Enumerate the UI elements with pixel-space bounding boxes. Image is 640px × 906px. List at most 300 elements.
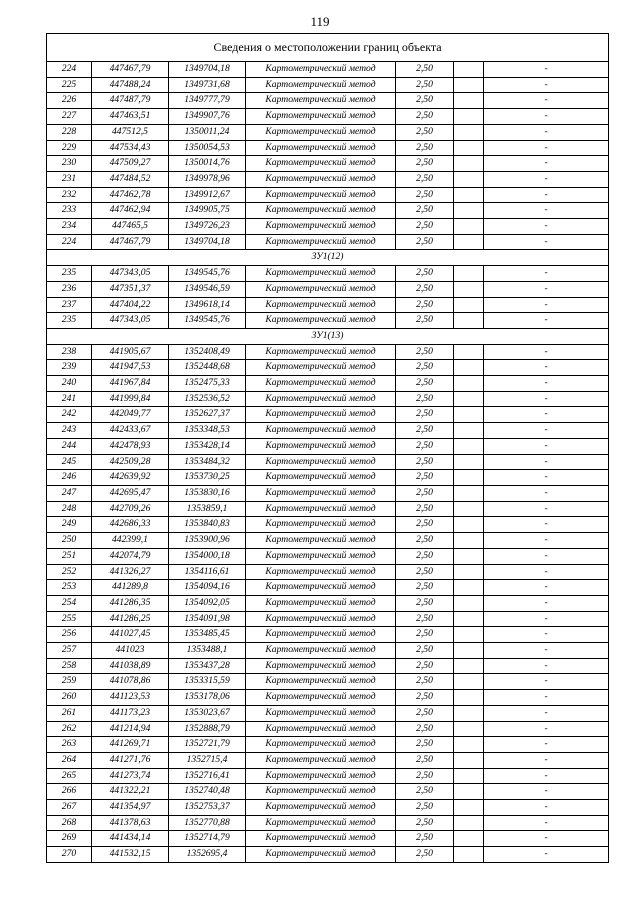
table-row xyxy=(47,438,609,454)
method-cell: Картометрический метод xyxy=(246,156,396,172)
empty-cell xyxy=(454,376,484,392)
empty-cell xyxy=(454,140,484,156)
method-cell: Картометрический метод xyxy=(246,815,396,831)
y-coordinate-cell: 1353428,14 xyxy=(169,438,246,454)
method-cell: Картометрический метод xyxy=(246,690,396,706)
description-cell: - xyxy=(484,815,609,831)
empty-cell xyxy=(454,234,484,250)
method-cell: Картометрический метод xyxy=(246,313,396,329)
description-cell: - xyxy=(484,533,609,549)
y-coordinate-cell: 1349912,67 xyxy=(169,187,246,203)
x-coordinate-cell: 442049,77 xyxy=(92,407,169,423)
point-number-cell: 252 xyxy=(47,564,92,580)
accuracy-cell: 2,50 xyxy=(396,847,454,863)
empty-cell xyxy=(454,171,484,187)
x-coordinate-cell: 447343,05 xyxy=(92,266,169,282)
method-cell: Картометрический метод xyxy=(246,595,396,611)
accuracy-cell: 2,50 xyxy=(396,800,454,816)
table-row xyxy=(47,391,609,407)
method-cell: Картометрический метод xyxy=(246,658,396,674)
description-cell: - xyxy=(484,501,609,517)
x-coordinate-cell: 447463,51 xyxy=(92,109,169,125)
empty-cell xyxy=(454,815,484,831)
x-coordinate-cell: 441947,53 xyxy=(92,360,169,376)
table-row xyxy=(47,721,609,737)
point-number-cell: 247 xyxy=(47,485,92,501)
method-cell: Картометрический метод xyxy=(246,376,396,392)
y-coordinate-cell: 1350054,53 xyxy=(169,140,246,156)
section-label: ЗУ1(12) xyxy=(47,250,609,266)
table-row xyxy=(47,768,609,784)
description-cell: - xyxy=(484,344,609,360)
method-cell: Картометрический метод xyxy=(246,266,396,282)
y-coordinate-cell: 1353484,32 xyxy=(169,454,246,470)
empty-cell xyxy=(454,438,484,454)
table-row xyxy=(47,93,609,109)
description-cell: - xyxy=(484,124,609,140)
x-coordinate-cell: 441173,23 xyxy=(92,705,169,721)
y-coordinate-cell: 1353178,06 xyxy=(169,690,246,706)
section-row xyxy=(47,328,609,344)
empty-cell xyxy=(454,705,484,721)
x-coordinate-cell: 447343,05 xyxy=(92,313,169,329)
accuracy-cell: 2,50 xyxy=(396,281,454,297)
empty-cell xyxy=(454,77,484,93)
method-cell: Картометрический метод xyxy=(246,752,396,768)
table-row xyxy=(47,344,609,360)
method-cell: Картометрический метод xyxy=(246,533,396,549)
y-coordinate-cell: 1353315,59 xyxy=(169,674,246,690)
empty-cell xyxy=(454,517,484,533)
point-number-cell: 259 xyxy=(47,674,92,690)
empty-cell xyxy=(454,62,484,78)
accuracy-cell: 2,50 xyxy=(396,454,454,470)
y-coordinate-cell: 1353730,25 xyxy=(169,470,246,486)
accuracy-cell: 2,50 xyxy=(396,643,454,659)
point-number-cell: 258 xyxy=(47,658,92,674)
accuracy-cell: 2,50 xyxy=(396,407,454,423)
description-cell: - xyxy=(484,219,609,235)
description-cell: - xyxy=(484,454,609,470)
empty-cell xyxy=(454,611,484,627)
method-cell: Картометрический метод xyxy=(246,705,396,721)
description-cell: - xyxy=(484,564,609,580)
method-cell: Картометрический метод xyxy=(246,611,396,627)
x-coordinate-cell: 442639,92 xyxy=(92,470,169,486)
accuracy-cell: 2,50 xyxy=(396,580,454,596)
y-coordinate-cell: 1349726,23 xyxy=(169,219,246,235)
table-row xyxy=(47,548,609,564)
accuracy-cell: 2,50 xyxy=(396,438,454,454)
x-coordinate-cell: 441967,84 xyxy=(92,376,169,392)
method-cell: Картометрический метод xyxy=(246,831,396,847)
point-number-cell: 241 xyxy=(47,391,92,407)
x-coordinate-cell: 442478,93 xyxy=(92,438,169,454)
table-row xyxy=(47,752,609,768)
y-coordinate-cell: 1352770,88 xyxy=(169,815,246,831)
y-coordinate-cell: 1352627,37 xyxy=(169,407,246,423)
point-number-cell: 238 xyxy=(47,344,92,360)
point-number-cell: 234 xyxy=(47,219,92,235)
empty-cell xyxy=(454,187,484,203)
accuracy-cell: 2,50 xyxy=(396,313,454,329)
empty-cell xyxy=(454,658,484,674)
accuracy-cell: 2,50 xyxy=(396,376,454,392)
y-coordinate-cell: 1353437,28 xyxy=(169,658,246,674)
point-number-cell: 250 xyxy=(47,533,92,549)
table-row xyxy=(47,485,609,501)
accuracy-cell: 2,50 xyxy=(396,297,454,313)
description-cell: - xyxy=(484,93,609,109)
y-coordinate-cell: 1352888,79 xyxy=(169,721,246,737)
description-cell: - xyxy=(484,611,609,627)
y-coordinate-cell: 1352475,33 xyxy=(169,376,246,392)
empty-cell xyxy=(454,548,484,564)
accuracy-cell: 2,50 xyxy=(396,627,454,643)
y-coordinate-cell: 1354000,18 xyxy=(169,548,246,564)
accuracy-cell: 2,50 xyxy=(396,611,454,627)
description-cell: - xyxy=(484,705,609,721)
empty-cell xyxy=(454,501,484,517)
x-coordinate-cell: 447462,78 xyxy=(92,187,169,203)
accuracy-cell: 2,50 xyxy=(396,658,454,674)
y-coordinate-cell: 1353348,53 xyxy=(169,423,246,439)
x-coordinate-cell: 441434,14 xyxy=(92,831,169,847)
method-cell: Картометрический метод xyxy=(246,93,396,109)
point-number-cell: 249 xyxy=(47,517,92,533)
x-coordinate-cell: 441273,74 xyxy=(92,768,169,784)
description-cell: - xyxy=(484,784,609,800)
y-coordinate-cell: 1349978,96 xyxy=(169,171,246,187)
description-cell: - xyxy=(484,203,609,219)
point-number-cell: 267 xyxy=(47,800,92,816)
y-coordinate-cell: 1352740,48 xyxy=(169,784,246,800)
empty-cell xyxy=(454,674,484,690)
point-number-cell: 239 xyxy=(47,360,92,376)
x-coordinate-cell: 447534,43 xyxy=(92,140,169,156)
table-row xyxy=(47,109,609,125)
empty-cell xyxy=(454,281,484,297)
point-number-cell: 226 xyxy=(47,93,92,109)
y-coordinate-cell: 1349545,76 xyxy=(169,266,246,282)
y-coordinate-cell: 1353488,1 xyxy=(169,643,246,659)
x-coordinate-cell: 447509,27 xyxy=(92,156,169,172)
point-number-cell: 262 xyxy=(47,721,92,737)
description-cell: - xyxy=(484,407,609,423)
description-cell: - xyxy=(484,423,609,439)
description-cell: - xyxy=(484,548,609,564)
point-number-cell: 264 xyxy=(47,752,92,768)
method-cell: Картометрический метод xyxy=(246,847,396,863)
section-row xyxy=(47,250,609,266)
y-coordinate-cell: 1349704,18 xyxy=(169,234,246,250)
y-coordinate-cell: 1349618,14 xyxy=(169,297,246,313)
empty-cell xyxy=(454,721,484,737)
accuracy-cell: 2,50 xyxy=(396,203,454,219)
point-number-cell: 233 xyxy=(47,203,92,219)
x-coordinate-cell: 447484,52 xyxy=(92,171,169,187)
method-cell: Картометрический метод xyxy=(246,454,396,470)
table-row xyxy=(47,517,609,533)
table-row xyxy=(47,124,609,140)
method-cell: Картометрический метод xyxy=(246,171,396,187)
table-row xyxy=(47,219,609,235)
empty-cell xyxy=(454,831,484,847)
accuracy-cell: 2,50 xyxy=(396,470,454,486)
description-cell: - xyxy=(484,313,609,329)
y-coordinate-cell: 1353840,83 xyxy=(169,517,246,533)
y-coordinate-cell: 1353859,1 xyxy=(169,501,246,517)
description-cell: - xyxy=(484,171,609,187)
y-coordinate-cell: 1353830,16 xyxy=(169,485,246,501)
accuracy-cell: 2,50 xyxy=(396,533,454,549)
description-cell: - xyxy=(484,77,609,93)
table-body xyxy=(47,34,609,863)
x-coordinate-cell: 442686,33 xyxy=(92,517,169,533)
point-number-cell: 224 xyxy=(47,62,92,78)
method-cell: Картометрический метод xyxy=(246,674,396,690)
point-number-cell: 240 xyxy=(47,376,92,392)
accuracy-cell: 2,50 xyxy=(396,831,454,847)
accuracy-cell: 2,50 xyxy=(396,690,454,706)
x-coordinate-cell: 441289,8 xyxy=(92,580,169,596)
point-number-cell: 268 xyxy=(47,815,92,831)
table-row xyxy=(47,737,609,753)
y-coordinate-cell: 1354094,16 xyxy=(169,580,246,596)
table-row xyxy=(47,690,609,706)
accuracy-cell: 2,50 xyxy=(396,93,454,109)
empty-cell xyxy=(454,297,484,313)
description-cell: - xyxy=(484,391,609,407)
method-cell: Картометрический метод xyxy=(246,219,396,235)
x-coordinate-cell: 442433,67 xyxy=(92,423,169,439)
method-cell: Картометрический метод xyxy=(246,721,396,737)
description-cell: - xyxy=(484,297,609,313)
empty-cell xyxy=(454,847,484,863)
empty-cell xyxy=(454,470,484,486)
description-cell: - xyxy=(484,658,609,674)
method-cell: Картометрический метод xyxy=(246,234,396,250)
empty-cell xyxy=(454,690,484,706)
table-row xyxy=(47,643,609,659)
description-cell: - xyxy=(484,831,609,847)
description-cell: - xyxy=(484,109,609,125)
empty-cell xyxy=(454,454,484,470)
table-row xyxy=(47,62,609,78)
description-cell: - xyxy=(484,643,609,659)
accuracy-cell: 2,50 xyxy=(396,595,454,611)
description-cell: - xyxy=(484,847,609,863)
description-cell: - xyxy=(484,721,609,737)
method-cell: Картометрический метод xyxy=(246,124,396,140)
y-coordinate-cell: 1352695,4 xyxy=(169,847,246,863)
point-number-cell: 251 xyxy=(47,548,92,564)
method-cell: Картометрический метод xyxy=(246,517,396,533)
table-row xyxy=(47,454,609,470)
description-cell: - xyxy=(484,800,609,816)
table-row xyxy=(47,627,609,643)
accuracy-cell: 2,50 xyxy=(396,768,454,784)
table-row xyxy=(47,77,609,93)
empty-cell xyxy=(454,203,484,219)
table-row xyxy=(47,140,609,156)
empty-cell xyxy=(454,580,484,596)
accuracy-cell: 2,50 xyxy=(396,815,454,831)
description-cell: - xyxy=(484,266,609,282)
empty-cell xyxy=(454,109,484,125)
x-coordinate-cell: 441271,76 xyxy=(92,752,169,768)
empty-cell xyxy=(454,360,484,376)
table-row xyxy=(47,847,609,863)
x-coordinate-cell: 447512,5 xyxy=(92,124,169,140)
table-row xyxy=(47,595,609,611)
table-row xyxy=(47,266,609,282)
method-cell: Картометрический метод xyxy=(246,77,396,93)
description-cell: - xyxy=(484,737,609,753)
x-coordinate-cell: 441322,21 xyxy=(92,784,169,800)
boundary-table xyxy=(46,33,609,863)
x-coordinate-cell: 441286,35 xyxy=(92,595,169,611)
method-cell: Картометрический метод xyxy=(246,784,396,800)
empty-cell xyxy=(454,737,484,753)
empty-cell xyxy=(454,627,484,643)
accuracy-cell: 2,50 xyxy=(396,109,454,125)
accuracy-cell: 2,50 xyxy=(396,674,454,690)
x-coordinate-cell: 442695,47 xyxy=(92,485,169,501)
point-number-cell: 243 xyxy=(47,423,92,439)
description-cell: - xyxy=(484,360,609,376)
description-cell: - xyxy=(484,281,609,297)
empty-cell xyxy=(454,219,484,235)
y-coordinate-cell: 1349907,76 xyxy=(169,109,246,125)
accuracy-cell: 2,50 xyxy=(396,517,454,533)
x-coordinate-cell: 441532,15 xyxy=(92,847,169,863)
accuracy-cell: 2,50 xyxy=(396,752,454,768)
x-coordinate-cell: 441269,71 xyxy=(92,737,169,753)
method-cell: Картометрический метод xyxy=(246,297,396,313)
point-number-cell: 248 xyxy=(47,501,92,517)
y-coordinate-cell: 1349777,79 xyxy=(169,93,246,109)
point-number-cell: 255 xyxy=(47,611,92,627)
method-cell: Картометрический метод xyxy=(246,643,396,659)
point-number-cell: 231 xyxy=(47,171,92,187)
method-cell: Картометрический метод xyxy=(246,438,396,454)
point-number-cell: 270 xyxy=(47,847,92,863)
description-cell: - xyxy=(484,376,609,392)
method-cell: Картометрический метод xyxy=(246,501,396,517)
section-label: ЗУ1(13) xyxy=(47,328,609,344)
accuracy-cell: 2,50 xyxy=(396,360,454,376)
accuracy-cell: 2,50 xyxy=(396,705,454,721)
table-row xyxy=(47,203,609,219)
method-cell: Картометрический метод xyxy=(246,62,396,78)
x-coordinate-cell: 442509,28 xyxy=(92,454,169,470)
table-row xyxy=(47,658,609,674)
description-cell: - xyxy=(484,62,609,78)
y-coordinate-cell: 1354116,61 xyxy=(169,564,246,580)
accuracy-cell: 2,50 xyxy=(396,737,454,753)
accuracy-cell: 2,50 xyxy=(396,501,454,517)
point-number-cell: 269 xyxy=(47,831,92,847)
table-row xyxy=(47,360,609,376)
point-number-cell: 266 xyxy=(47,784,92,800)
accuracy-cell: 2,50 xyxy=(396,391,454,407)
y-coordinate-cell: 1350011,24 xyxy=(169,124,246,140)
method-cell: Картометрический метод xyxy=(246,800,396,816)
description-cell: - xyxy=(484,485,609,501)
x-coordinate-cell: 441905,67 xyxy=(92,344,169,360)
x-coordinate-cell: 441214,94 xyxy=(92,721,169,737)
empty-cell xyxy=(454,643,484,659)
y-coordinate-cell: 1352408,49 xyxy=(169,344,246,360)
point-number-cell: 227 xyxy=(47,109,92,125)
point-number-cell: 253 xyxy=(47,580,92,596)
x-coordinate-cell: 441078,86 xyxy=(92,674,169,690)
accuracy-cell: 2,50 xyxy=(396,171,454,187)
description-cell: - xyxy=(484,595,609,611)
table-row xyxy=(47,407,609,423)
x-coordinate-cell: 441999,84 xyxy=(92,391,169,407)
x-coordinate-cell: 447487,79 xyxy=(92,93,169,109)
y-coordinate-cell: 1352715,4 xyxy=(169,752,246,768)
x-coordinate-cell: 447467,79 xyxy=(92,62,169,78)
accuracy-cell: 2,50 xyxy=(396,344,454,360)
table-row xyxy=(47,580,609,596)
y-coordinate-cell: 1352753,37 xyxy=(169,800,246,816)
empty-cell xyxy=(454,784,484,800)
description-cell: - xyxy=(484,580,609,596)
x-coordinate-cell: 441023 xyxy=(92,643,169,659)
method-cell: Картометрический метод xyxy=(246,768,396,784)
point-number-cell: 225 xyxy=(47,77,92,93)
point-number-cell: 230 xyxy=(47,156,92,172)
y-coordinate-cell: 1352536,52 xyxy=(169,391,246,407)
y-coordinate-cell: 1349905,75 xyxy=(169,203,246,219)
table-row xyxy=(47,187,609,203)
table-row xyxy=(47,376,609,392)
description-cell: - xyxy=(484,627,609,643)
x-coordinate-cell: 447351,37 xyxy=(92,281,169,297)
description-cell: - xyxy=(484,234,609,250)
empty-cell xyxy=(454,407,484,423)
y-coordinate-cell: 1353023,67 xyxy=(169,705,246,721)
table-row xyxy=(47,234,609,250)
method-cell: Картометрический метод xyxy=(246,485,396,501)
accuracy-cell: 2,50 xyxy=(396,721,454,737)
y-coordinate-cell: 1354091,98 xyxy=(169,611,246,627)
description-cell: - xyxy=(484,752,609,768)
accuracy-cell: 2,50 xyxy=(396,548,454,564)
accuracy-cell: 2,50 xyxy=(396,140,454,156)
description-cell: - xyxy=(484,438,609,454)
method-cell: Картометрический метод xyxy=(246,564,396,580)
method-cell: Картометрический метод xyxy=(246,627,396,643)
empty-cell xyxy=(454,93,484,109)
table-row xyxy=(47,470,609,486)
x-coordinate-cell: 441123,53 xyxy=(92,690,169,706)
point-number-cell: 254 xyxy=(47,595,92,611)
point-number-cell: 256 xyxy=(47,627,92,643)
y-coordinate-cell: 1352448,68 xyxy=(169,360,246,376)
empty-cell xyxy=(454,391,484,407)
accuracy-cell: 2,50 xyxy=(396,219,454,235)
y-coordinate-cell: 1352721,79 xyxy=(169,737,246,753)
method-cell: Картометрический метод xyxy=(246,281,396,297)
description-cell: - xyxy=(484,187,609,203)
point-number-cell: 236 xyxy=(47,281,92,297)
empty-cell xyxy=(454,485,484,501)
method-cell: Картометрический метод xyxy=(246,187,396,203)
